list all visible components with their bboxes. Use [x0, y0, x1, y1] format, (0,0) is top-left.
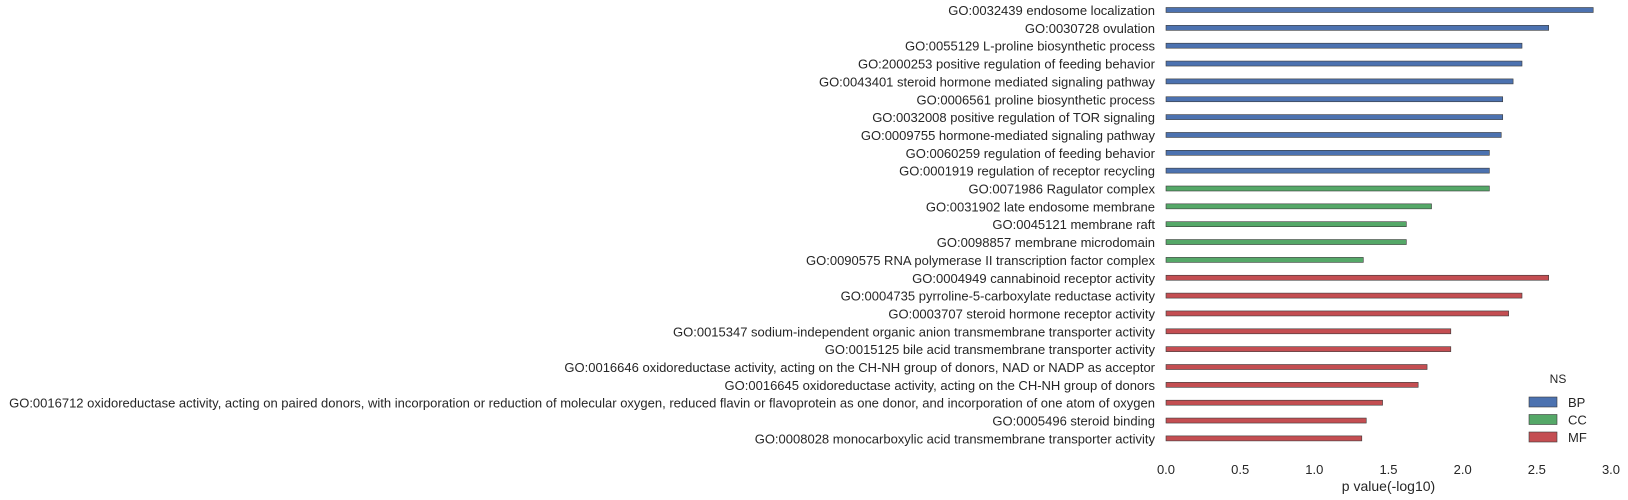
- legend: [1529, 372, 1587, 445]
- bar-mf-19: [1166, 347, 1451, 352]
- x-axis-label: p value(-log10): [1341, 478, 1436, 494]
- legend-swatch-cc: [1529, 415, 1557, 425]
- x-tick-label: 2.0: [1453, 462, 1472, 477]
- category-label: GO:0009755 hormone-mediated signaling pathway: [860, 127, 1155, 143]
- bar-bp-8: [1166, 150, 1489, 155]
- x-tick-label: 3.0: [1601, 462, 1621, 477]
- category-labels: [9, 3, 1156, 446]
- category-label: GO:0006561 proline biosynthetic process: [916, 92, 1155, 108]
- x-tick-label: 0.0: [1156, 462, 1176, 477]
- category-label: GO:0045121 membrane raft: [992, 217, 1155, 233]
- category-label: GO:0004949 cannabinoid receptor activity: [912, 270, 1155, 286]
- category-label: GO:0032439 endosome localization: [948, 3, 1155, 18]
- bar-bp-6: [1166, 115, 1503, 120]
- bar-mf-15: [1166, 275, 1549, 280]
- category-label: GO:0016646 oxidoreductase activity, acting on the CH-NH group of donors, NAD or NADP as acceptor: [564, 360, 1155, 375]
- category-label: GO:0001919 regulation of receptor recycling: [899, 163, 1155, 179]
- bar-bp-4: [1166, 79, 1513, 84]
- category-label: GO:2000253 positive regulation of feeding behavior: [857, 56, 1155, 72]
- legend-label-cc: CC: [1568, 412, 1587, 428]
- bar-bp-3: [1166, 61, 1522, 66]
- bar-cc-13: [1166, 240, 1406, 245]
- bar-bp-5: [1166, 97, 1503, 102]
- category-label: GO:0016645 oxidoreductase activity, acting on the CH-NH group of donors: [724, 377, 1155, 393]
- legend-label-mf: MF: [1568, 430, 1587, 445]
- x-tick-label: 1.0: [1305, 462, 1324, 477]
- bar-mf-23: [1166, 418, 1366, 423]
- bar-bp-0: [1166, 8, 1593, 13]
- category-label: GO:0015125 bile acid transmembrane transporter activity: [824, 342, 1155, 358]
- category-label: GO:0003707 steroid hormone receptor activity: [888, 306, 1155, 322]
- category-label: GO:0055129 L-proline biosynthetic process: [904, 38, 1155, 54]
- bar-cc-14: [1166, 257, 1363, 262]
- legend-label-bp: BP: [1568, 395, 1586, 410]
- bar-mf-20: [1166, 365, 1427, 370]
- category-label: GO:0060259 regulation of feeding behavior: [905, 145, 1155, 161]
- bars-layer: [1166, 8, 1593, 441]
- bar-cc-12: [1166, 222, 1406, 227]
- bar-bp-1: [1166, 25, 1549, 30]
- category-label: GO:0030728 ovulation: [1024, 20, 1155, 36]
- x-axis-ticks: [1157, 462, 1620, 477]
- category-label: GO:0098857 membrane microdomain: [936, 235, 1155, 251]
- category-label: GO:0043401 steroid hormone mediated signaling pathway: [818, 74, 1155, 90]
- bar-cc-11: [1166, 204, 1432, 209]
- bar-mf-17: [1166, 311, 1509, 316]
- bar-mf-18: [1166, 329, 1451, 334]
- legend-title: NS: [1549, 372, 1567, 386]
- category-label: GO:0005496 steroid binding: [992, 413, 1155, 429]
- bar-bp-7: [1166, 132, 1501, 137]
- bar-mf-21: [1166, 382, 1418, 387]
- bar-bp-9: [1166, 168, 1489, 173]
- category-label: GO:0090575 RNA polymerase II transcription factor complex: [806, 252, 1155, 268]
- bar-bp-2: [1166, 43, 1522, 48]
- legend-swatch-bp: [1529, 397, 1557, 407]
- bar-mf-22: [1166, 400, 1383, 405]
- category-label: GO:0004735 pyrroline-5-carboxylate reductase activity: [840, 288, 1155, 304]
- category-label: GO:0031902 late endosome membrane: [925, 199, 1155, 215]
- bar-cc-10: [1166, 186, 1489, 191]
- x-tick-label: 0.5: [1231, 462, 1250, 477]
- category-label: GO:0008028 monocarboxylic acid transmembrane transporter activity: [754, 431, 1155, 447]
- category-label: GO:0016712 oxidoreductase activity, acting on paired donors, with incorporation or reduction of molecular oxygen, reduced flavin or flavoprotein as one donor, and incorporation of one atom of oxygen: [9, 395, 1155, 411]
- legend-swatch-mf: [1529, 432, 1557, 442]
- bar-mf-16: [1166, 293, 1522, 298]
- category-label: GO:0015347 sodium-independent organic anion transmembrane transporter activity: [673, 324, 1155, 340]
- x-tick-label: 2.5: [1527, 462, 1546, 477]
- x-tick-label: 1.5: [1379, 462, 1398, 477]
- category-label: GO:0032008 positive regulation of TOR signaling: [872, 110, 1155, 126]
- category-label: GO:0071986 Ragulator complex: [968, 181, 1155, 197]
- bar-mf-24: [1166, 436, 1362, 441]
